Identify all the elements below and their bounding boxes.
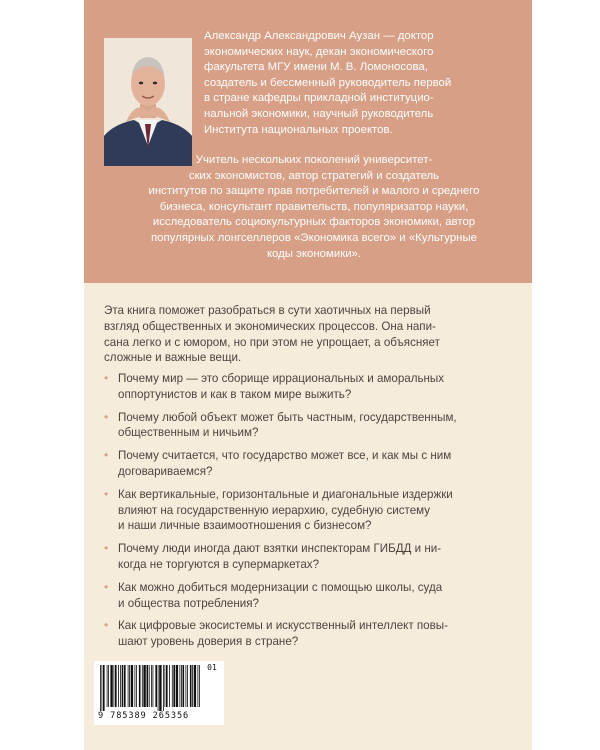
isbn-number: 9 785389 265356 xyxy=(98,711,190,721)
question-text: Почему любой объект может быть частным, государственным, общественным и ничьим? xyxy=(118,410,457,440)
author-bio-continued: Учитель нескольких поколений университет- ских экономистов, автор стратегий и создатель институтов по защите прав потребителей и малого и среднего бизнеса, консультант правительств, популяризатор науки, исследователь социокультурных факторов экономики, автор популярных лонгселлеров «Экономика всего» и «Культурные коды экономики». xyxy=(148,154,480,260)
question-text: Как цифровые экосистемы и искусственный интеллект повы- шают уровень доверия в стране? xyxy=(118,619,448,649)
bullet-icon: • xyxy=(104,409,109,424)
question-list xyxy=(104,371,512,657)
barcode-bars-icon xyxy=(98,665,202,711)
question-text: Как можно добиться модернизации с помощью школы, суда и общества потребления? xyxy=(118,580,443,610)
question-item xyxy=(104,410,512,442)
question-item xyxy=(104,580,512,612)
bullet-icon: • xyxy=(104,486,109,501)
book-description: Эта книга поможет разобраться в сути хаотичных на первый взгляд общественных и экономических процессов. Она напи- сана легко и с юмором, но при этом не упрощает, а объясняет сложные и важные вещи. xyxy=(104,304,440,365)
bullet-icon: • xyxy=(104,541,109,556)
author-info-panel xyxy=(84,0,532,283)
isbn-barcode xyxy=(94,661,224,725)
question-item xyxy=(104,371,512,403)
bullet-icon: • xyxy=(104,371,109,385)
bullet-icon: • xyxy=(104,448,109,463)
question-text: Как вертикальные, горизонтальные и диагональные издержки влияют на государственную иерархию, судебную систему и наши личные взаимоотношения с бизнесом? xyxy=(118,487,453,533)
question-item xyxy=(104,541,512,573)
book-back-cover xyxy=(84,0,532,750)
author-portrait xyxy=(104,38,192,166)
author-bio: Александр Александрович Аузан — доктор экономических наук, декан экономического факультета МГУ имени М. В. Ломоносова, создатель и бессменный руководитель первой в стране кафедры прикладной институцио- нальной экономики, научный руководитель Института национальных проектов. xyxy=(204,30,452,136)
question-item xyxy=(104,487,512,534)
question-item xyxy=(104,448,512,480)
barcode-addon: 01 xyxy=(207,663,217,672)
question-text: Почему люди иногда дают взятки инспекторам ГИБДД и ни- когда не торгуются в супермаркетах? xyxy=(118,542,442,571)
bullet-icon: • xyxy=(104,579,109,594)
bullet-icon: • xyxy=(104,618,109,633)
question-text: Почему считается, что государство может все, и как мы с ним договариваемся? xyxy=(118,449,452,478)
question-item xyxy=(104,618,512,650)
question-text: Почему мир — это сборище иррациональных и аморальных оппортунистов и как в таком мире выжить? xyxy=(118,372,445,401)
